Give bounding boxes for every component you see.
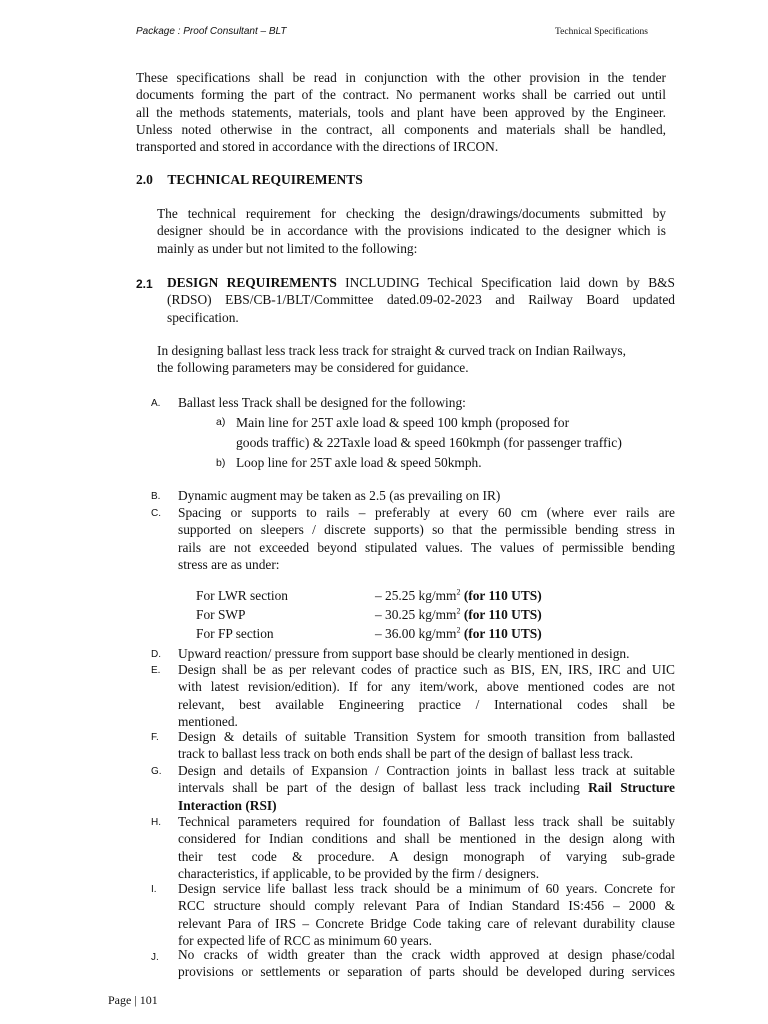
section-2-1-line: specification. <box>167 309 239 325</box>
section-2-number: 2.0 <box>136 172 153 187</box>
section-2-1-title-rest: INCLUDING Techical Specification laid down by B&S <box>336 275 675 290</box>
stress-note: (for 110 UTS) <box>460 607 542 622</box>
stress-row-value <box>375 626 542 642</box>
item-j-line: provisions or settlements or separation of parts should be developed during services <box>178 964 675 980</box>
section-2-title: TECHNICAL REQUIREMENTS <box>167 172 363 187</box>
item-h-line: their test code & procedure. A design monograph of varying sub-grade <box>178 848 675 864</box>
stress-value: – 30.25 kg/mm <box>375 607 457 622</box>
item-a-sub-a-line: Main line for 25T axle load & speed 100 kmph (proposed for <box>236 415 570 430</box>
item-c-line: rails are not exceeded beyond stipulated values. The values of permissible bending <box>178 539 675 555</box>
item-h-line: characteristics, if applicable, to be provided by the firm / designers. <box>178 865 540 881</box>
item-c-line: stress are as under: <box>178 556 280 572</box>
intro-line: transported and stored in accordance with the directions of IRCON. <box>136 139 499 155</box>
item-g-line <box>178 779 675 796</box>
item-h-line: considered for Indian conditions and shall be mentioned in the design along with <box>178 831 675 847</box>
item-e-text <box>178 661 675 730</box>
item-e-marker: E. <box>151 665 161 676</box>
section-2-heading <box>136 172 363 188</box>
item-j-marker: J. <box>151 952 159 963</box>
stress-row-label: For FP section <box>196 626 274 641</box>
item-f-marker: F. <box>151 732 159 743</box>
item-g-bold-term-cont: Interaction (RSI) <box>178 797 277 813</box>
item-c-line: supported on sleepers / discrete supports) so that the permissible bending stress in <box>178 522 675 538</box>
section-2-line: designer should be in accordance with the provisions indicated to the designer which is <box>157 223 666 239</box>
item-g-text <box>178 762 675 814</box>
section-2-1-title: DESIGN REQUIREMENTS <box>167 275 337 290</box>
item-a-sub-b: Loop line for 25T axle load & speed 50kmph. <box>236 455 482 470</box>
stress-row-value <box>375 588 542 604</box>
item-h-line: Technical parameters required for foundation of Ballast less track shall be suitably <box>178 814 675 829</box>
item-c-text <box>178 504 675 573</box>
item-b-text: Dynamic augment may be taken as 2.5 (as prevailing on IR) <box>178 488 501 503</box>
item-e-line: mentioned. <box>178 713 238 729</box>
item-f-line: Design & details of suitable Transition System for smooth transition from ballasted <box>178 729 675 744</box>
item-e-line: with latest revision/edition). If for any item/work, above mentioned codes are not <box>178 679 675 695</box>
stress-row-value <box>375 607 542 623</box>
item-a-sub-a <box>236 413 666 453</box>
stress-value: – 25.25 kg/mm <box>375 588 457 603</box>
item-i-line: RCC structure should comply relevant Para of Indian Standard IS:456 – 2000 & <box>178 898 675 914</box>
header-title: Technical Specifications <box>555 27 648 37</box>
item-i-line: relevant Para of IRS – Concrete Bridge Code taking care of relevant durability clause <box>178 915 675 931</box>
item-e-line: Design shall be as per relevant codes of practice such as BIS, EN, IRS, IRC and UIC <box>178 662 675 677</box>
intro-line: Unless noted otherwise in the contract, all components and materials shall be handled, <box>136 121 666 137</box>
section-2-1-number: 2.1 <box>136 277 153 291</box>
section-2-line: mainly as under but not limited to the following: <box>157 240 418 256</box>
stress-unit-exponent: 2 <box>456 625 461 635</box>
item-h-text <box>178 813 675 882</box>
item-e-line: relevant, best available Engineering practice / International codes shall be <box>178 696 675 712</box>
stress-value: – 36.00 kg/mm <box>375 626 457 641</box>
item-a-sub-a-line: goods traffic) & 22Taxle load & speed 160kmph (for passenger traffic) <box>236 435 622 450</box>
item-c-line: Spacing or supports to rails – preferably at every 60 cm (where ever rails are <box>178 505 675 520</box>
intro-paragraph <box>136 69 666 155</box>
stress-note: (for 110 UTS) <box>460 626 542 641</box>
item-g-marker: G. <box>151 766 162 777</box>
item-a-text: Ballast less Track shall be designed for the following: <box>178 395 466 410</box>
section-2-paragraph <box>157 205 666 257</box>
item-d-marker: D. <box>151 649 161 660</box>
stress-row-label: For LWR section <box>196 588 288 603</box>
item-g-line-text: intervals shall be part of the design of ballast less track including <box>178 780 589 796</box>
item-a-marker: A. <box>151 398 161 409</box>
item-h-marker: H. <box>151 817 161 828</box>
section-2-line: The technical requirement for checking the design/drawings/documents submitted by <box>157 206 666 221</box>
guidance-line: the following parameters may be considered for guidance. <box>157 360 469 376</box>
stress-row <box>196 626 274 642</box>
item-d-text: Upward reaction/ pressure from support base should be clearly mentioned in design. <box>178 646 630 661</box>
guidance-line: In designing ballast less track less track for straight & curved track on Indian Railways, <box>157 343 626 358</box>
item-i-line: Design service life ballast less track should be a minimum of 60 years. Concrete for <box>178 881 675 896</box>
stress-row-label: For SWP <box>196 607 246 622</box>
section-2-1-line: (RDSO) EBS/CB-1/BLT/Committee dated.09-02-2023 and Railway Board updated <box>167 292 675 308</box>
guidance-paragraph <box>157 342 666 377</box>
item-c-marker: C. <box>151 508 161 519</box>
item-i-line: for expected life of RCC as minimum 60 years. <box>178 932 432 948</box>
header-package: Package : Proof Consultant – BLT <box>136 26 287 37</box>
intro-line: These specifications shall be read in conjunction with the other provision in the tender <box>136 70 666 85</box>
intro-line: documents forming the part of the contract. No permanent works shall be carried out until <box>136 87 666 103</box>
item-a-sub-a-marker: a) <box>216 416 226 428</box>
stress-note: (for 110 UTS) <box>460 588 542 603</box>
item-g-line: Design and details of Expansion / Contraction joints in ballast less track at suitable <box>178 763 675 778</box>
intro-line: all the methods statements, materials, tools and plant have been approved by the Engineer. <box>136 104 666 120</box>
item-g-bold-term: Rail Structure <box>588 780 675 796</box>
stress-row <box>196 607 245 623</box>
stress-row <box>196 588 288 604</box>
item-a-sub-b-marker: b) <box>216 457 226 469</box>
item-j-line: No cracks of width greater than the crack width approved at design phase/codal <box>178 947 675 962</box>
item-i-marker: I. <box>151 884 157 895</box>
item-i-text <box>178 880 675 949</box>
item-f-line: track to ballast less track on both ends shall be part of the design of ballast less track. <box>178 746 634 762</box>
section-2-1-paragraph <box>167 274 675 326</box>
stress-unit-exponent: 2 <box>456 606 461 616</box>
item-j-text <box>178 946 675 981</box>
item-b-marker: B. <box>151 491 161 502</box>
section-2-1-line <box>167 274 675 291</box>
item-f-text <box>178 728 675 763</box>
stress-unit-exponent: 2 <box>456 587 461 597</box>
page-number: Page | 101 <box>108 993 158 1007</box>
